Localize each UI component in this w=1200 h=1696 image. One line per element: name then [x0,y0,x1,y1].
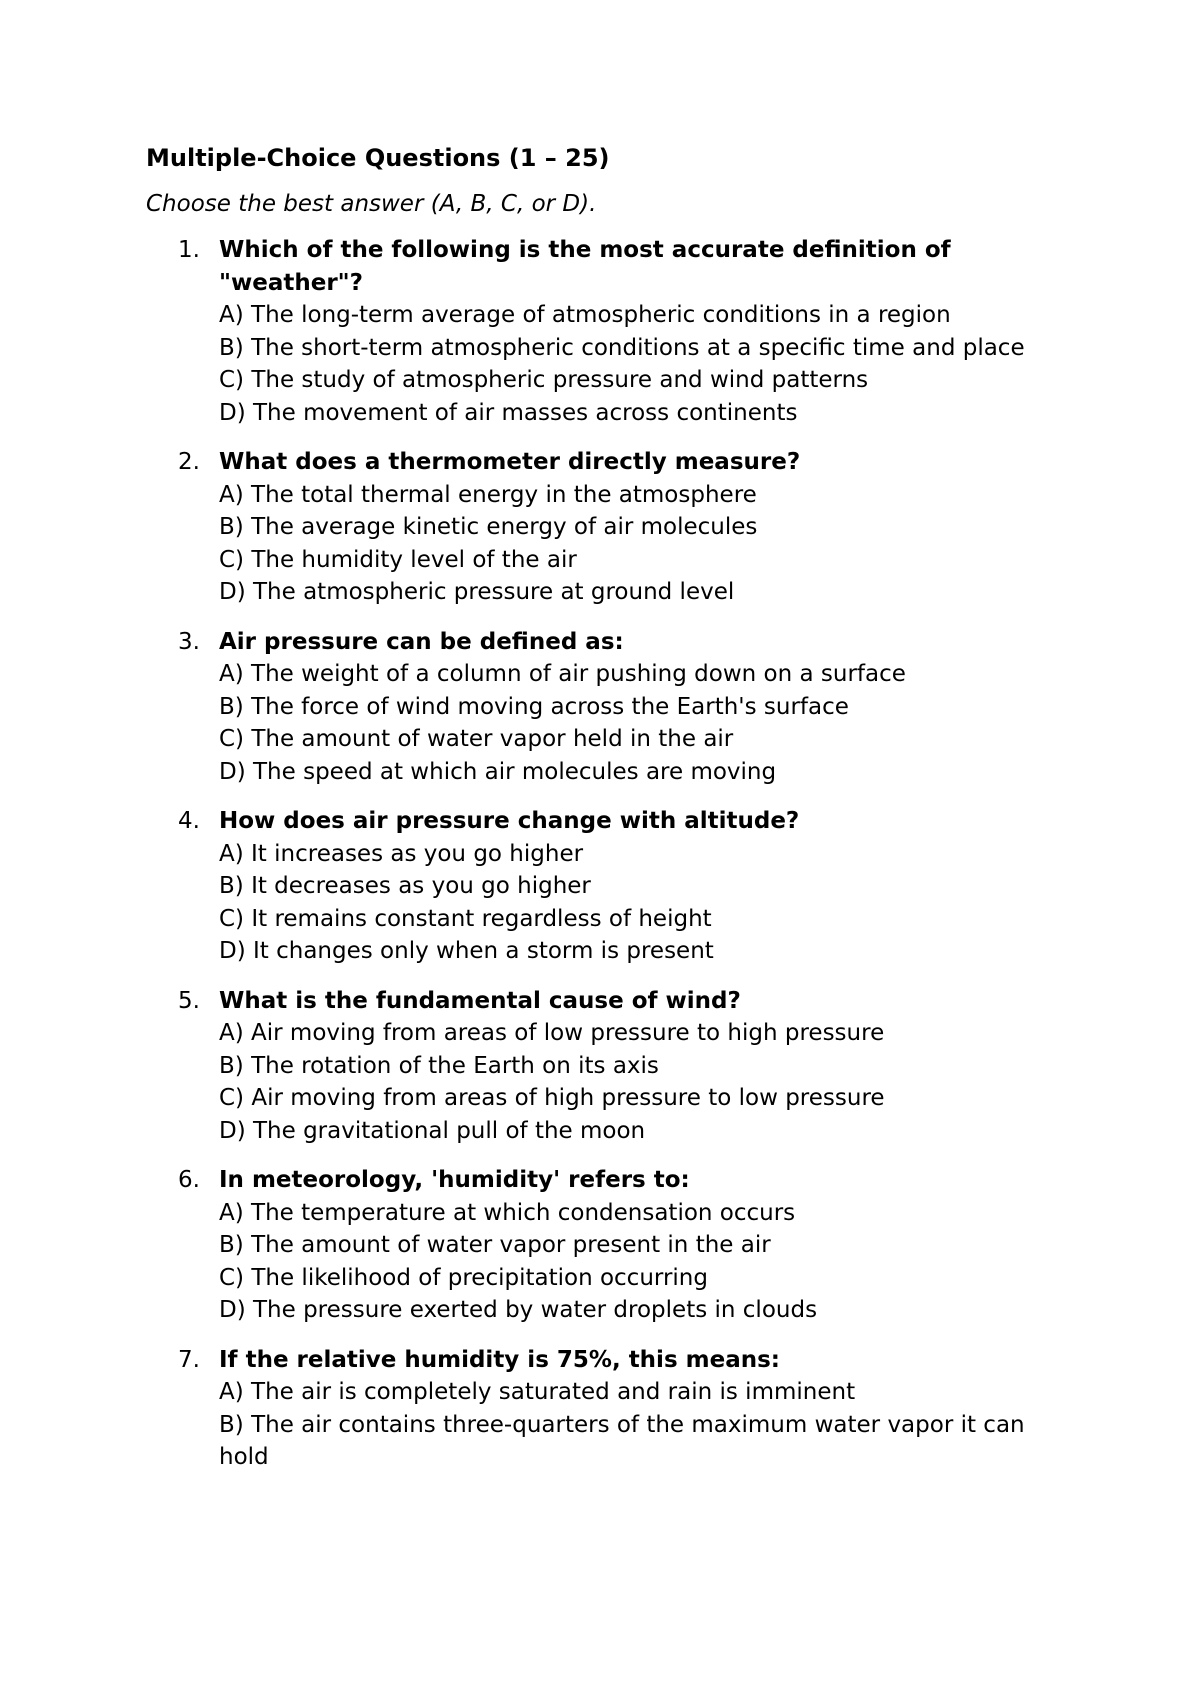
option-d: D) The pressure exerted by water droplets in clouds [219,1297,818,1323]
page-title: Multiple-Choice Questions (1 – 25) [146,144,610,172]
option-d: D) The atmospheric pressure at ground level [219,579,735,605]
option-a: A) Air moving from areas of low pressure to high pressure [219,1020,885,1046]
option-b: B) The air contains three-quarters of the maximum water vapor it can hold [219,1411,1025,1470]
option-b: B) It decreases as you go higher [219,873,591,899]
question-7 [146,1344,1046,1474]
option-c: C) The study of atmospheric pressure and wind patterns [219,367,869,393]
question-number: 7. [178,1346,200,1373]
option-b: B) The rotation of the Earth on its axis [219,1052,659,1079]
question-number: 5. [178,987,200,1014]
option-c: C) It remains constant regardless of height [219,905,712,932]
option-a: A) The air is completely saturated and rain is imminent [219,1379,856,1405]
option-c: C) The amount of water vapor held in the air [219,726,734,752]
question-list [146,234,1046,1474]
question-text: Which of the following is the most accurate definition of "weather"? [219,237,951,296]
question-text: In meteorology, 'humidity' refers to: [219,1167,690,1193]
option-d: D) The speed at which air molecules are moving [219,758,777,785]
instructions: Choose the best answer (A, B, C, or D). [146,191,597,217]
question-5 [146,985,1046,1148]
question-2 [146,446,1046,609]
question-6 [146,1164,1046,1327]
option-a: A) The long-term average of atmospheric conditions in a region [219,302,951,328]
question-text: How does air pressure change with altitude? [219,808,800,834]
option-c: C) The likelihood of precipitation occurring [219,1264,708,1291]
question-text: What does a thermometer directly measure? [219,449,801,475]
option-c: C) Air moving from areas of high pressure to low pressure [219,1085,885,1111]
option-b: B) The force of wind moving across the Earth's surface [219,693,849,720]
option-c: C) The humidity level of the air [219,546,577,573]
question-number: 1. [178,237,200,263]
option-a: A) The weight of a column of air pushing down on a surface [219,661,906,687]
question-number: 2. [178,449,200,475]
option-a: A) It increases as you go higher [219,840,584,867]
question-number: 6. [178,1167,200,1193]
question-text: What is the fundamental cause of wind? [219,987,741,1014]
question-3 [146,626,1046,789]
question-number: 4. [178,808,200,834]
question-text: Air pressure can be defined as: [219,628,624,655]
option-a: A) The total thermal energy in the atmosphere [219,481,757,508]
question-4 [146,805,1046,968]
option-a: A) The temperature at which condensation occurs [219,1199,796,1226]
option-d: D) It changes only when a storm is present [219,938,714,964]
question-text: If the relative humidity is 75%, this means: [219,1346,780,1373]
document-body [146,142,1046,1491]
option-d: D) The gravitational pull of the moon [219,1117,646,1144]
option-d: D) The movement of air masses across continents [219,399,798,426]
option-b: B) The amount of water vapor present in the air [219,1232,771,1258]
option-b: B) The average kinetic energy of air molecules [219,514,758,540]
question-1 [146,234,1046,429]
option-b: B) The short-term atmospheric conditions at a specific time and place [219,334,1025,361]
question-number: 3. [178,628,200,655]
